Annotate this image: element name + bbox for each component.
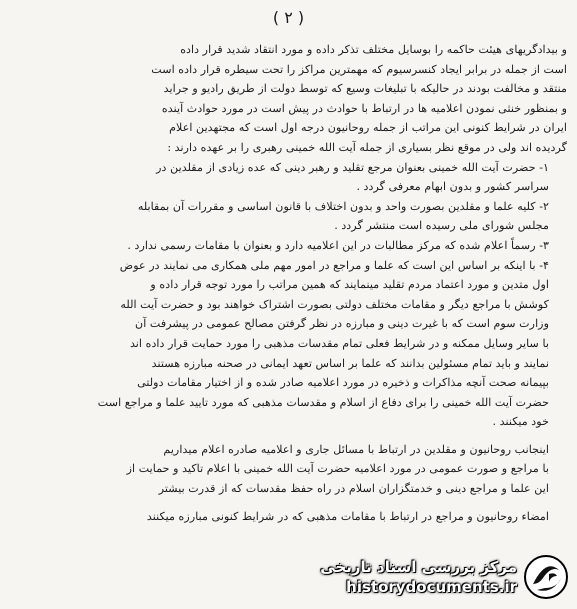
text-line: ایران در شرایط کنونی این مراتب از جمله روحانیون درجه اول است که مجتهدین اعلام bbox=[169, 121, 567, 135]
text-line: بپیمانه صحت آنچه مذاکرات و ذخیره در مورد اعلامیه صادر شده و از اختیار مقامات دولتی bbox=[137, 376, 549, 390]
text-line: خود میکنند . bbox=[492, 415, 549, 429]
history-documents-logo-icon bbox=[523, 554, 569, 600]
text-line: و بمنظور خنثی نمودن اعلامیه ها در ارتباط با حوادث در پیش است در مورد حوادث آینده bbox=[161, 101, 567, 115]
page-number: ( ۲ ) bbox=[272, 8, 305, 27]
paragraph bbox=[8, 236, 567, 432]
text-line: است از جمله در برابر ایجاد کنسرسیوم که مهمترین مراکز را تحت سیطره قرار داده است bbox=[151, 62, 567, 76]
text-line: منتقد و مخالفت بودند در حالیکه با تبلیغات وسیع که توسط دولت از طریق رادیو و جراید bbox=[163, 82, 567, 96]
document-body bbox=[8, 40, 567, 526]
text-line: اینجانب روحانیون و مقلدین در ارتباط با مسائل جاری و اعلامیه صادره اعلام میداریم bbox=[163, 442, 549, 456]
text-line: سراسر کشور و بدون ابهام معرفی گردد . bbox=[356, 180, 549, 194]
watermark-title: مرکز بررسی اسناد تاریخی bbox=[320, 558, 517, 576]
paragraph bbox=[8, 507, 567, 527]
text-line: حضرت آیت الله خمینی را برای دفاع از اسلام و مقدسات مذهبی که مورد تایید علما و مراجع است bbox=[97, 395, 549, 409]
text-line: اول متدین و مورد اعتماد مردم تقلید مینمایند که همین مراتب را مورد توجه قرار داده و bbox=[150, 278, 549, 292]
text-line: وزارت سوم است که با غیرت دینی و مبارزه در نظر گرفتن مصالح عمومی در پیشرفت آن bbox=[135, 317, 549, 331]
paragraph bbox=[8, 158, 567, 197]
text-line: امضاء روحانیون و مراجع در ارتباط با مقامات مذهبی که در شرایط کنونی مبارزه میکنند bbox=[146, 509, 549, 523]
paragraph bbox=[8, 40, 567, 158]
paragraph bbox=[8, 197, 567, 236]
paragraph bbox=[8, 440, 567, 499]
watermark-text bbox=[320, 558, 517, 596]
text-line: کوشش با مراجع دیگر و مقامات مختلف دولتی بصورت اشتراک خواهند بود و حضرت آیت الله bbox=[120, 297, 549, 311]
text-line: ۱- حضرت آیت الله خمینی بعنوان مرجع تقلید و رهبر دینی که عده زیادی از مقلدین در bbox=[156, 160, 549, 174]
watermark-url: historydocuments.ir bbox=[346, 578, 517, 596]
text-line: با سایر وسایل ممکنه و در شرایط فعلی تمام مقدسات مذهبی را مورد حمایت قرار داده اند bbox=[129, 336, 549, 350]
text-line: و بیدادگریهای هیئت حاکمه را بوسایل مختلف تذکر داده و مورد انتقاد شدید قرار داده bbox=[180, 43, 567, 56]
text-line: این علما و مراجع دینی و خدمتگزاران اسلام در راه حفظ مقدسات که از قدرت بیشتر bbox=[158, 482, 549, 496]
text-line: ۳- رسماً اعلام شده که مرکز مطالبات در این اعلامیه دارد و بعنوان با مقامات رسمی ندارد . bbox=[127, 238, 549, 252]
text-line: با مراجع و صورت عمومی در مورد اعلامیه حضرت آیت الله خمینی با اعلام تاکید و حمایت از bbox=[126, 462, 549, 476]
text-line: نمایند و باید تمام مسئولین بدانند که علما بر اساس تعهد ایمانی در صحنه مبارزه هستند bbox=[151, 356, 549, 370]
text-line: گردیده اند ولی در موقع نظر بسیاری از جمله آیت الله خمینی رهبری را بر عهده دارند : bbox=[167, 140, 567, 154]
text-line: ۲- کلیه علما و مقلدین بصورت واحد و بدون اختلاف با قانون اساسی و مقررات آن بمقابله bbox=[137, 199, 549, 213]
text-line: ۴- با اینکه بر اساس این است که علما و مراجع در امور مهم ملی همکاری می نمایند در عوض bbox=[119, 258, 549, 272]
text-line: مجلس شورای ملی رسیده است منتشر گردد . bbox=[334, 219, 549, 233]
watermark bbox=[281, 551, 569, 603]
